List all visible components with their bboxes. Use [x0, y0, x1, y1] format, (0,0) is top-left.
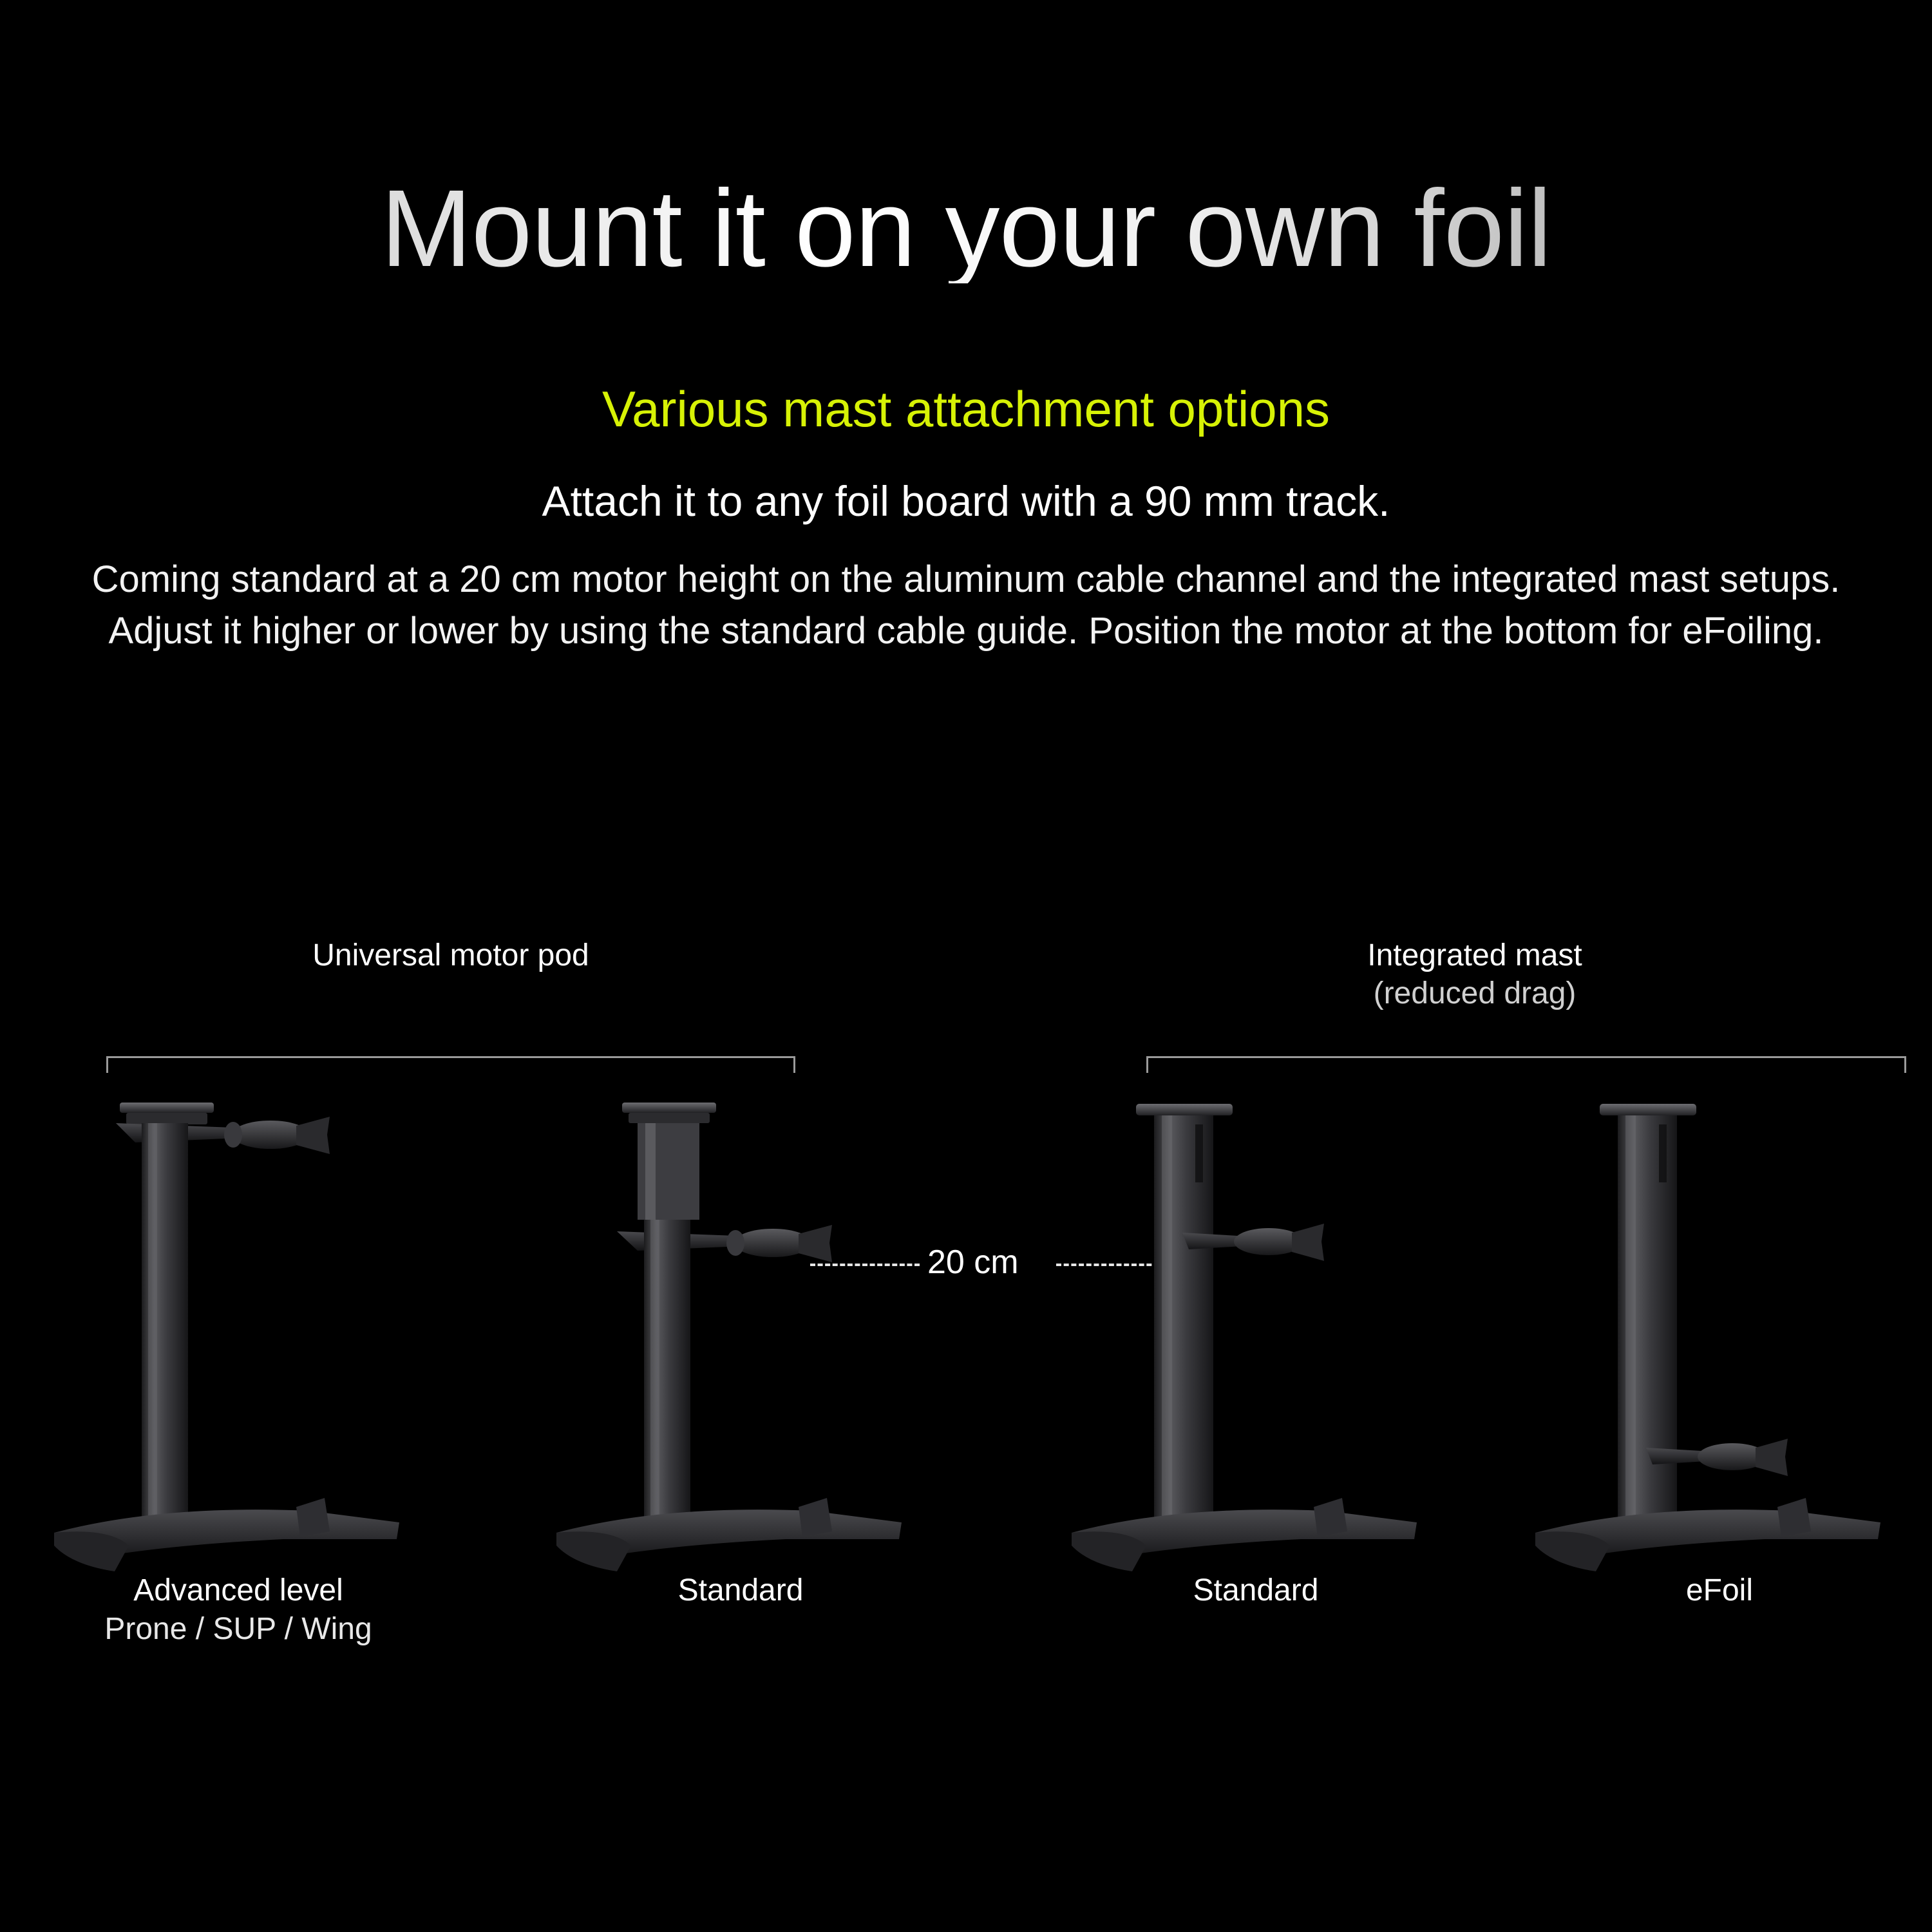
subtitle: Various mast attachment options	[601, 381, 1331, 437]
caption-line-1: eFoil	[1685, 1573, 1754, 1607]
foil-illustration-efoil	[1520, 1095, 1919, 1610]
group-bracket-integrated-mast	[1146, 1056, 1906, 1073]
group-bracket-universal-motor-pod	[106, 1056, 795, 1073]
product-caption-2	[541, 1571, 940, 1610]
product-caption-1	[39, 1571, 438, 1649]
group-title: Universal motor pod	[312, 938, 589, 972]
caption-line-2: Prone / SUP / Wing	[104, 1612, 372, 1646]
group-label-universal-motor-pod	[258, 937, 644, 975]
foil-illustration-advanced-level	[39, 1095, 438, 1610]
dimension-label: 20 cm	[927, 1244, 1019, 1281]
caption-line-1: Standard	[677, 1573, 804, 1607]
group-title: Integrated mast	[1367, 938, 1582, 972]
product-caption-3	[1056, 1571, 1455, 1610]
caption-line-1: Standard	[1193, 1573, 1319, 1607]
product-caption-4	[1520, 1571, 1919, 1610]
foil-illustration-standard-integrated	[1056, 1095, 1455, 1610]
product-column-1	[39, 1095, 438, 1646]
product-column-4	[1520, 1095, 1919, 1610]
caption-line-1: Advanced level	[133, 1573, 343, 1607]
body-text: Coming standard at a 20 cm motor height on the aluminum cable channel and the integrated mast setups. Adjust it higher or lower by using the standard cable guide. Position the motor at the bottom for eFoiling.	[91, 558, 1841, 652]
page-title: Mount it on your own foil	[0, 174, 1932, 283]
group-label-integrated-mast	[1282, 937, 1668, 1012]
foil-illustration-standard-universal	[541, 1095, 940, 1610]
group-subtitle: (reduced drag)	[1373, 976, 1577, 1010]
product-column-2	[541, 1095, 940, 1610]
product-column-3	[1056, 1095, 1455, 1610]
lead-text: Attach it to any foil board with a 90 mm track.	[542, 477, 1390, 525]
